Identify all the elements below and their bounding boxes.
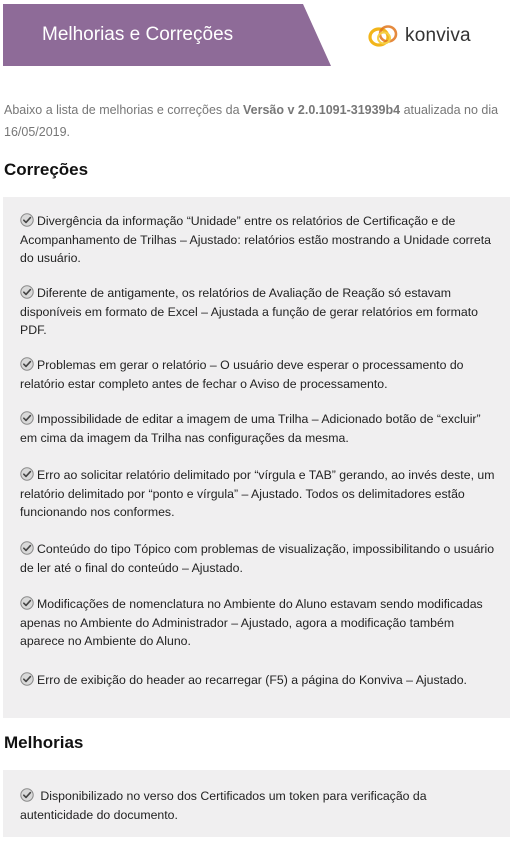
check-circle-icon — [20, 357, 34, 371]
correcao-item-text: Erro de exibição do header ao recarregar (F5) a página do Konviva – Ajustado. — [37, 673, 467, 687]
correcao-item-text: Modificações de nomenclatura no Ambiente do Aluno estavam sendo modificadas apenas no Ambiente do Administrador – Ajustado, agora a modificação também aparece no Ambiente do Aluno. — [20, 597, 483, 648]
correcao-item — [20, 356, 500, 393]
check-circle-icon — [20, 788, 34, 802]
check-circle-icon — [20, 541, 34, 555]
correcao-item-text: Erro ao solicitar relatório delimitado por “vírgula e TAB” gerando, ao invés deste, um relatório delimitado por “ponto e vírgula” – Ajustado. Todos os delimitadores estão funcionando nos conformes. — [20, 468, 495, 519]
correcao-item-text: Problemas em gerar o relatório – O usuário deve esperar o processamento do relatório estar completo antes de fechar o Aviso de processamento. — [20, 358, 464, 391]
brand-name: konviva — [405, 25, 471, 46]
check-circle-icon — [20, 467, 34, 481]
correcao-item — [20, 212, 500, 268]
correcao-item — [20, 410, 500, 447]
konviva-logo-icon — [368, 22, 400, 50]
correcao-item — [20, 671, 500, 690]
konviva-logo — [368, 22, 471, 50]
check-circle-icon — [20, 596, 34, 610]
correcao-item-text: Divergência da informação “Unidade” entre os relatórios de Certificação e de Acompanhamento de Trilhas – Ajustado: relatórios estão mostrando a Unidade correta do usuário. — [20, 214, 491, 265]
correcao-item-text: Diferente de antigamente, os relatórios de Avaliação de Reação só estavam disponíveis em formato de Excel – Ajustada a função de gerar relatórios em formato PDF. — [20, 286, 478, 337]
correcao-item — [20, 466, 500, 522]
correcao-item — [20, 595, 500, 651]
page-header — [0, 0, 514, 68]
check-circle-icon — [20, 285, 34, 299]
correcoes-list — [3, 197, 510, 718]
check-circle-icon — [20, 411, 34, 425]
melhorias-list — [3, 770, 510, 837]
melhoria-item — [20, 787, 500, 824]
intro-suffix: atualizada no dia 16/05/2019. — [4, 103, 499, 139]
correcao-item — [20, 284, 500, 340]
correcao-item — [20, 540, 500, 577]
check-circle-icon — [20, 672, 34, 686]
melhoria-item-text: Disponibilizado no verso dos Certificados um token para verificação da autenticidade do documento. — [20, 789, 427, 822]
correcao-item-text: Conteúdo do tipo Tópico com problemas de visualização, impossibilitando o usuário de ler até o final do conteúdo – Ajustado. — [20, 542, 495, 575]
version-label: Versão v 2.0.1091-31939b4 — [243, 103, 401, 117]
section-title-melhorias: Melhorias — [4, 733, 84, 752]
check-circle-icon — [20, 213, 34, 227]
intro-prefix: Abaixo a lista de melhorias e correções da — [4, 103, 244, 117]
correcao-item-text: Impossibilidade de editar a imagem de uma Trilha – Adicionado botão de “excluir” em cima da imagem da Trilha nas configurações da mesma. — [20, 412, 481, 445]
section-title-correcoes: Correções — [4, 160, 89, 179]
page-title: Melhorias e Correções — [42, 24, 234, 45]
intro-paragraph — [4, 99, 502, 143]
